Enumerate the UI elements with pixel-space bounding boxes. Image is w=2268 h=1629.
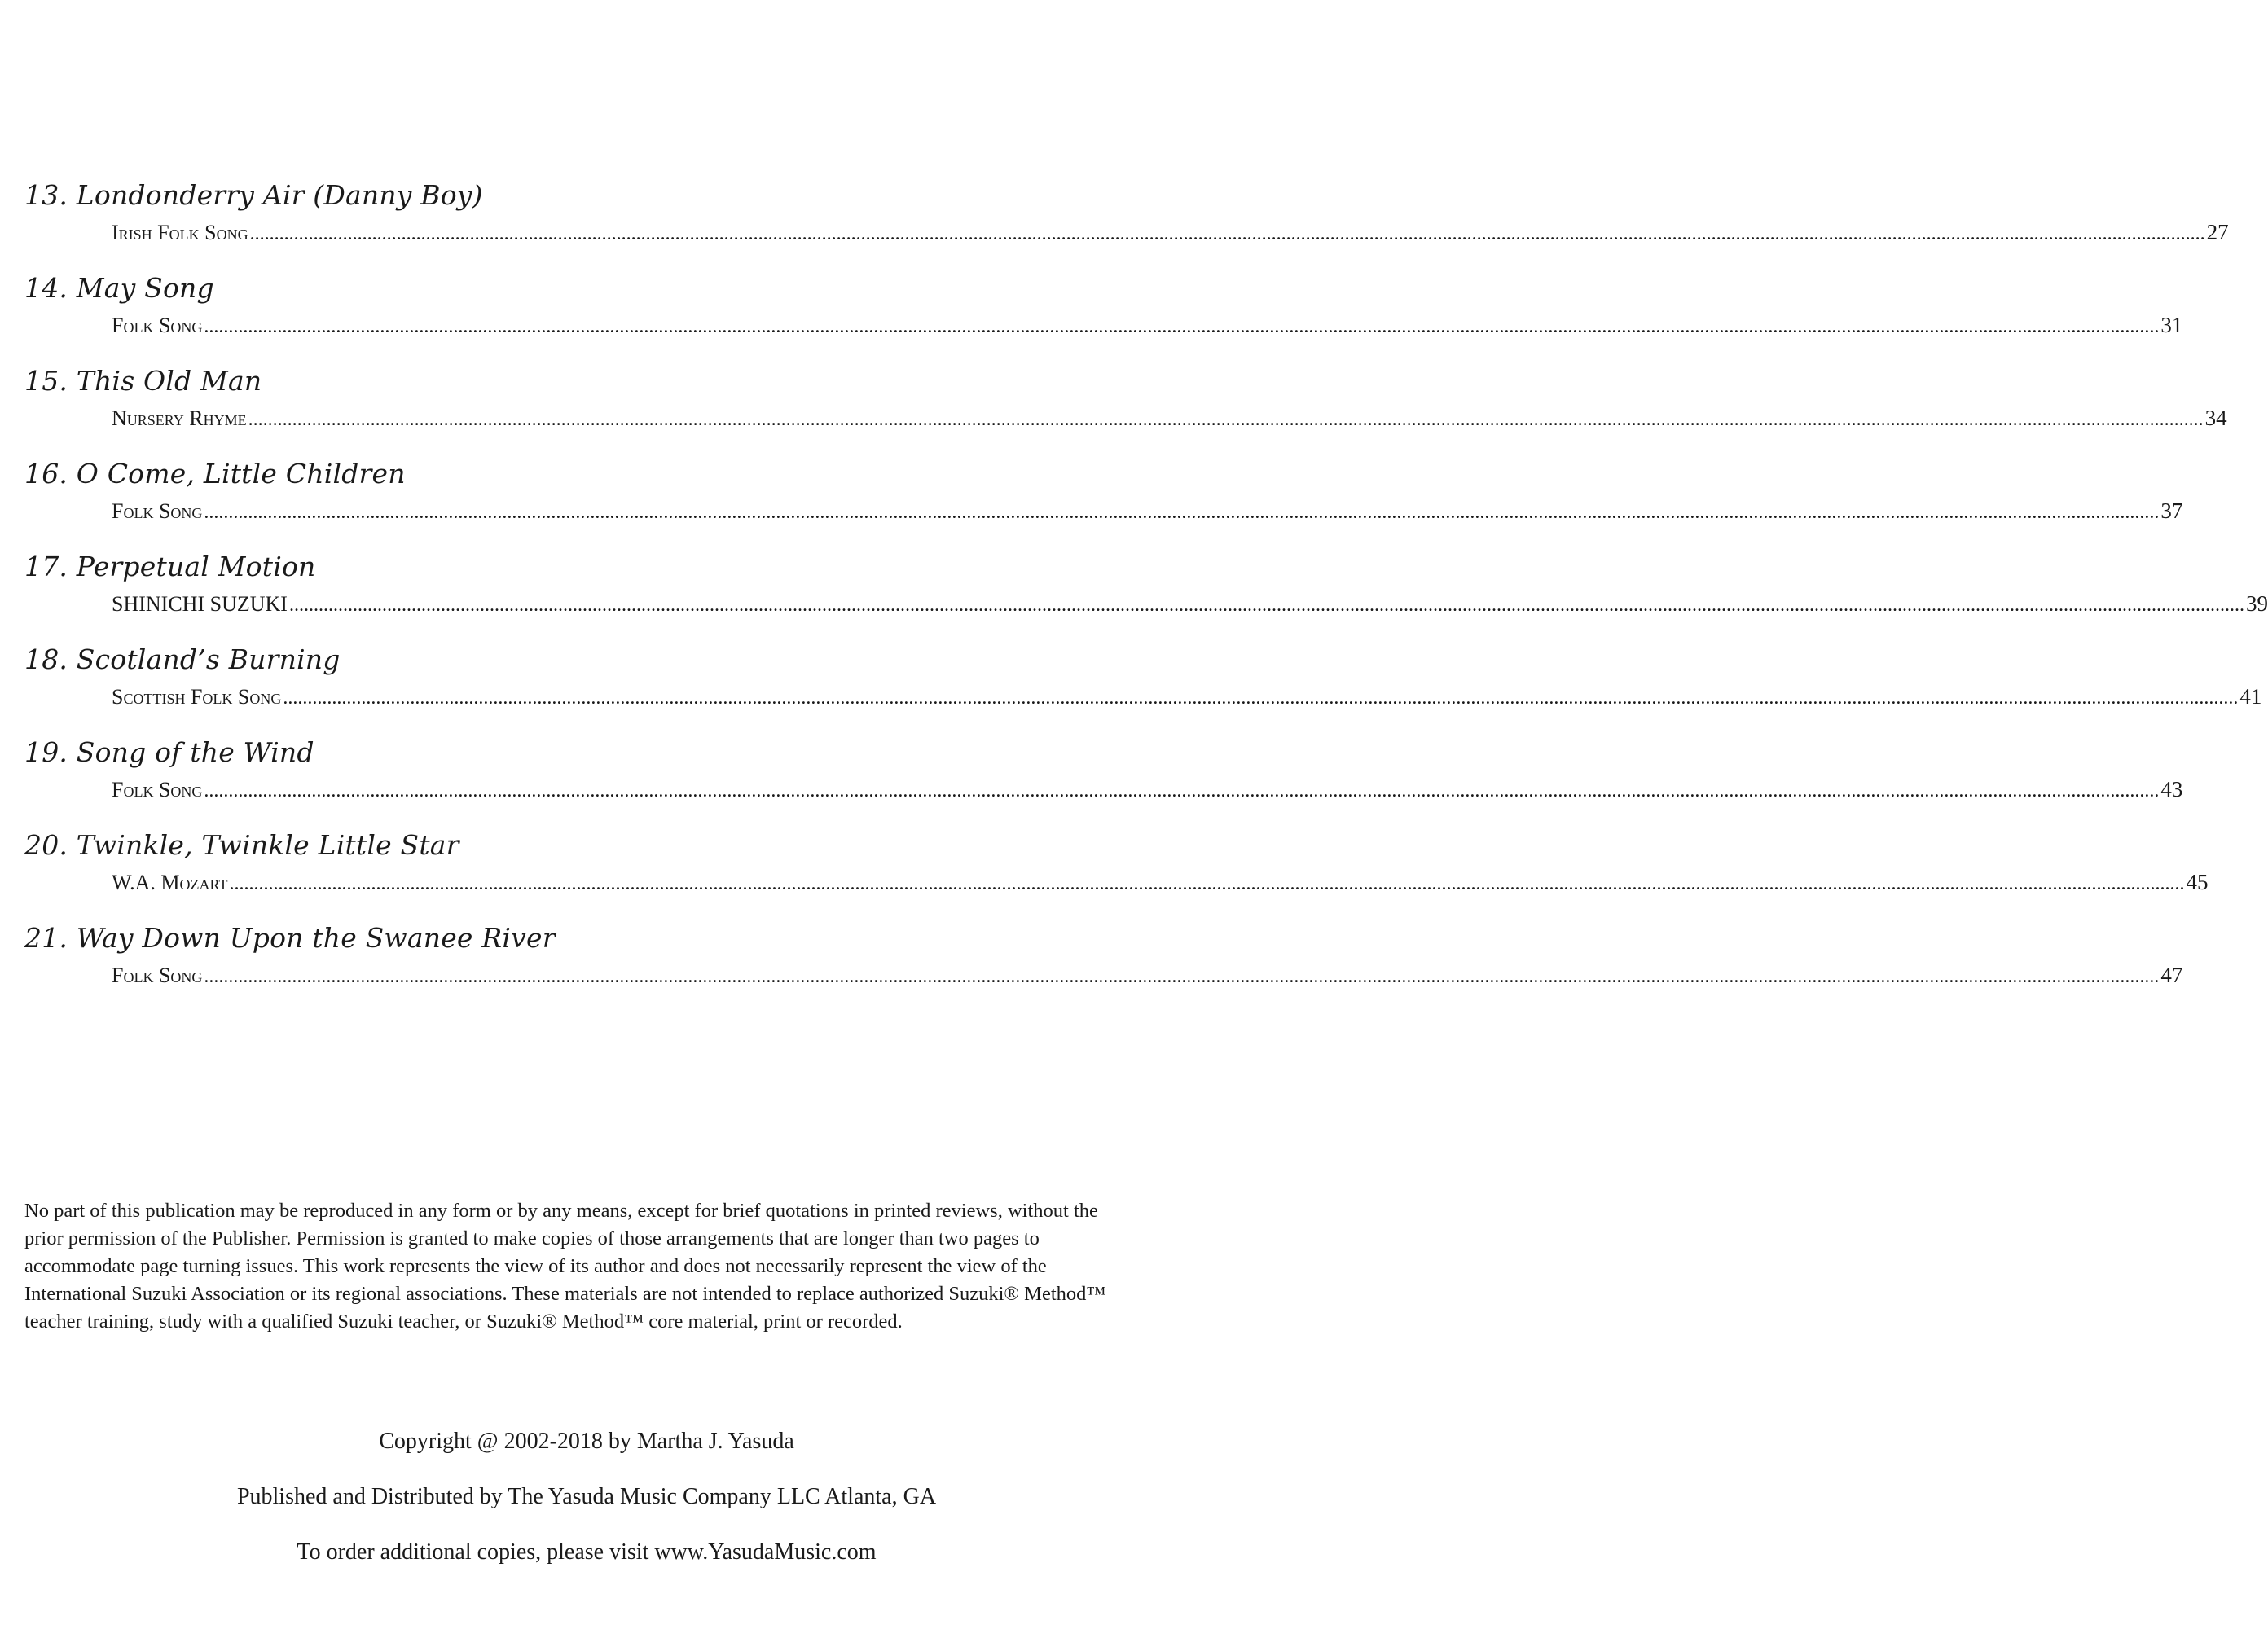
toc-dot-leader: ................................................................................................................................................................................................................................................................................................................................................................................................................ [204,502,2160,523]
toc-entry-title: 18. Scotland’s Burning [24,643,341,675]
toc-dot-leader: ................................................................................................................................................................................................................................................................................................................................................................................................................ [204,966,2160,987]
order-info-line: To order additional copies, please visit www.YasudaMusic.com [297,1539,877,1565]
toc-entry-line [112,404,2227,432]
toc-entry-line [112,497,2183,525]
publisher-line: Published and Distributed by The Yasuda Music Company LLC Atlanta, GA [236,1484,937,1509]
toc-dot-leader: ................................................................................................................................................................................................................................................................................................................................................................................................................ [283,687,2239,709]
toc-entry [24,642,2262,735]
toc-entry-page-number: 39 [2245,591,2268,616]
toc-entry [24,735,2183,828]
toc-entry-composer: W.A. Mozart [112,871,228,894]
toc-entry-line [112,311,2183,339]
toc-entry [24,456,2183,549]
toc-entry-title: 13. Londonderry Air (Danny Boy) [24,179,483,211]
toc-entry-page-number: 34 [2204,406,2227,430]
toc-entry-line [112,590,2268,617]
toc-entry [24,828,2209,920]
copyright-notice-paragraph: No part of this publication may be reproduced in any form or by any means, except for brief quotations in printed reviews, without the prior permission of the Publisher. Permission is granted to make copies of those arrangements that are longer than two pages to accommodate page turning issues. This work represents the view of its author and does not necessarily represent the view of the International Suzuki Association or its regional associations. These materials are not intended to replace authorized Suzuki® Method™ teacher training, study with a qualified Suzuki teacher, or Suzuki® Method™ core material, print or recorded. [24,1199,1106,1333]
toc-entry-line [112,218,2229,246]
toc-entry-title: 21. Way Down Upon the Swanee River [24,922,556,954]
toc-entry-composer: Nursery Rhyme [112,406,247,430]
toc-entry-composer: Folk Song [112,964,203,987]
toc-dot-leader: ................................................................................................................................................................................................................................................................................................................................................................................................................ [248,409,2204,430]
toc-entry-title: 20. Twinkle, Twinkle Little Star [24,829,459,861]
toc-entry-line [112,683,2262,710]
toc-entry-page-number: 47 [2160,963,2183,987]
copyright-line: Copyright @ 2002-2018 by Martha J. Yasuda [379,1429,794,1454]
toc-dot-leader: ................................................................................................................................................................................................................................................................................................................................................................................................................ [204,316,2160,337]
toc-dot-leader: ................................................................................................................................................................................................................................................................................................................................................................................................................ [229,873,2185,894]
toc-entry [24,549,2268,642]
toc-entry-composer: Folk Song [112,314,203,337]
toc-entry-composer: Scottish Folk Song [112,685,282,709]
toc-entry-composer: Folk Song [112,499,203,523]
toc-dot-leader: ................................................................................................................................................................................................................................................................................................................................................................................................................ [204,780,2160,801]
toc-entry-title: 16. O Come, Little Children [24,458,406,490]
toc-entry [24,363,2227,456]
toc-entry-line [112,775,2183,803]
toc-entry [24,920,2183,1013]
toc-entry-line [112,961,2183,989]
toc-entry-composer: Irish Folk Song [112,221,248,244]
toc-entry-title: 19. Song of the Wind [24,736,314,768]
toc-entry-composer: Folk Song [112,778,203,801]
toc-dot-leader: ................................................................................................................................................................................................................................................................................................................................................................................................................ [249,223,2205,244]
toc-entry-page-number: 31 [2160,313,2183,337]
toc-entry-composer: SHINICHI SUZUKI [112,592,288,616]
toc-entry-page-number: 45 [2186,870,2209,894]
toc-entry [24,270,2183,363]
toc-entry-title: 15. This Old Man [24,365,262,397]
toc-entry-title: 17. Perpetual Motion [24,551,316,582]
toc-entry-page-number: 41 [2239,684,2262,709]
toc-entry-title: 14. May Song [24,272,214,304]
toc-entry-page-number: 37 [2160,498,2183,523]
toc-entry [24,178,2229,270]
toc-entry-page-number: 27 [2206,220,2229,244]
toc-entry-page-number: 43 [2160,777,2183,801]
toc-entry-line [112,868,2209,896]
toc-dot-leader: ................................................................................................................................................................................................................................................................................................................................................................................................................ [288,595,2244,616]
table-of-contents [24,178,2268,1013]
